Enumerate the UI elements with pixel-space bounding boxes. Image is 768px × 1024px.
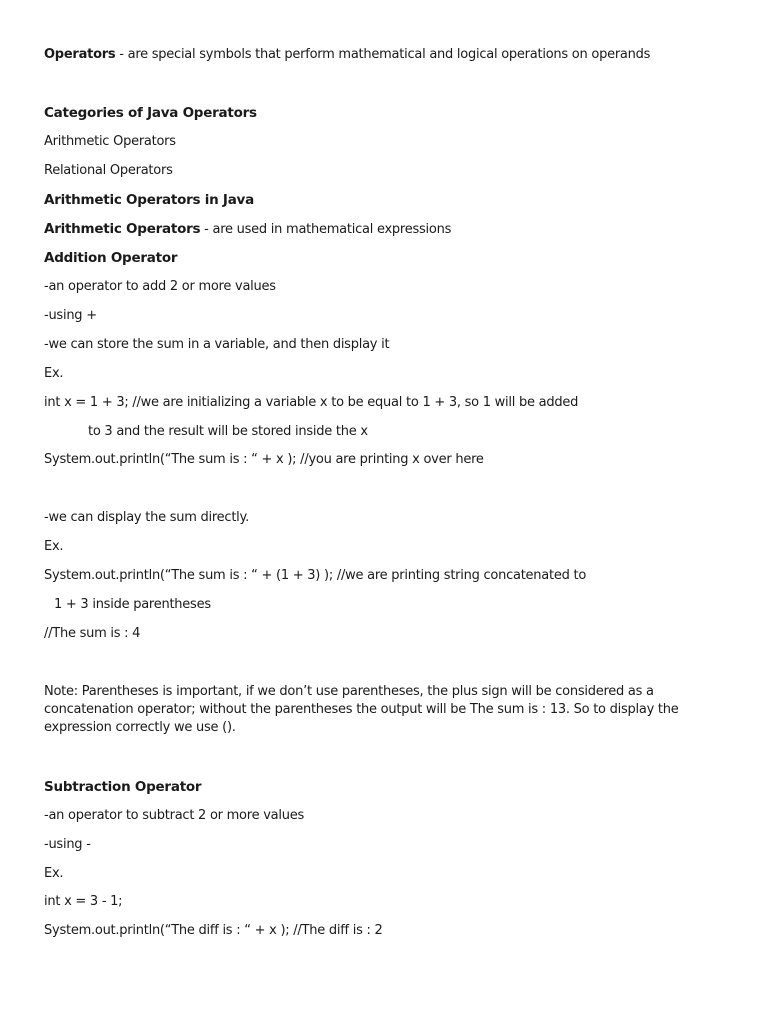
addition-code-line-2: System.out.println(“The sum is : “ + x ); //you are printing x over here	[44, 452, 484, 467]
subtraction-line-2: -using -	[44, 837, 91, 852]
addition-code-line-3-continued: 1 + 3 inside parentheses	[54, 597, 211, 612]
arithmetic-heading: Arithmetic Operators in Java	[44, 192, 254, 208]
addition-output-comment: //The sum is : 4	[44, 626, 141, 641]
addition-code-line-1-continued: to 3 and the result will be stored inside the x	[88, 424, 368, 439]
intro-term: Operators	[44, 47, 116, 62]
subtraction-code-line-1: int x = 3 - 1;	[44, 894, 123, 909]
addition-code-line-3: System.out.println(“The sum is : “ + (1 + 3) ); //we are printing string concatenated to	[44, 568, 587, 583]
arithmetic-term: Arithmetic Operators	[44, 221, 201, 237]
subtraction-code-line-2: System.out.println(“The diff is : “ + x ); //The diff is : 2	[44, 923, 383, 938]
category-item-arithmetic: Arithmetic Operators	[44, 134, 176, 149]
subtraction-example-label: Ex.	[44, 866, 64, 881]
intro-line	[44, 46, 734, 64]
addition-example-label-1: Ex.	[44, 366, 64, 381]
addition-note: Note: Parentheses is important, if we don’t use parentheses, the plus sign will be considered as a concatenation operator; without the parentheses the output will be The sum is : 13. So to display the expression correctly we use ().	[44, 684, 679, 735]
arithmetic-definition-text: - are used in mathematical expressions	[200, 222, 452, 237]
addition-line-4: -we can display the sum directly.	[44, 510, 250, 525]
addition-heading: Addition Operator	[44, 250, 178, 266]
subtraction-line-1: -an operator to subtract 2 or more values	[44, 808, 304, 823]
addition-line-3: -we can store the sum in a variable, and then display it	[44, 337, 390, 352]
category-item-relational: Relational Operators	[44, 163, 173, 178]
addition-line-1: -an operator to add 2 or more values	[44, 279, 276, 294]
addition-line-2: -using +	[44, 308, 97, 323]
intro-definition: - are special symbols that perform mathematical and logical operations on operands	[115, 47, 651, 62]
addition-code-line-1: int x = 1 + 3; //we are initializing a variable x to be equal to 1 + 3, so 1 will be added	[44, 395, 579, 410]
addition-example-label-2: Ex.	[44, 539, 64, 554]
subtraction-heading: Subtraction Operator	[44, 779, 202, 795]
categories-heading: Categories of Java Operators	[44, 105, 257, 121]
arithmetic-definition	[44, 220, 734, 239]
